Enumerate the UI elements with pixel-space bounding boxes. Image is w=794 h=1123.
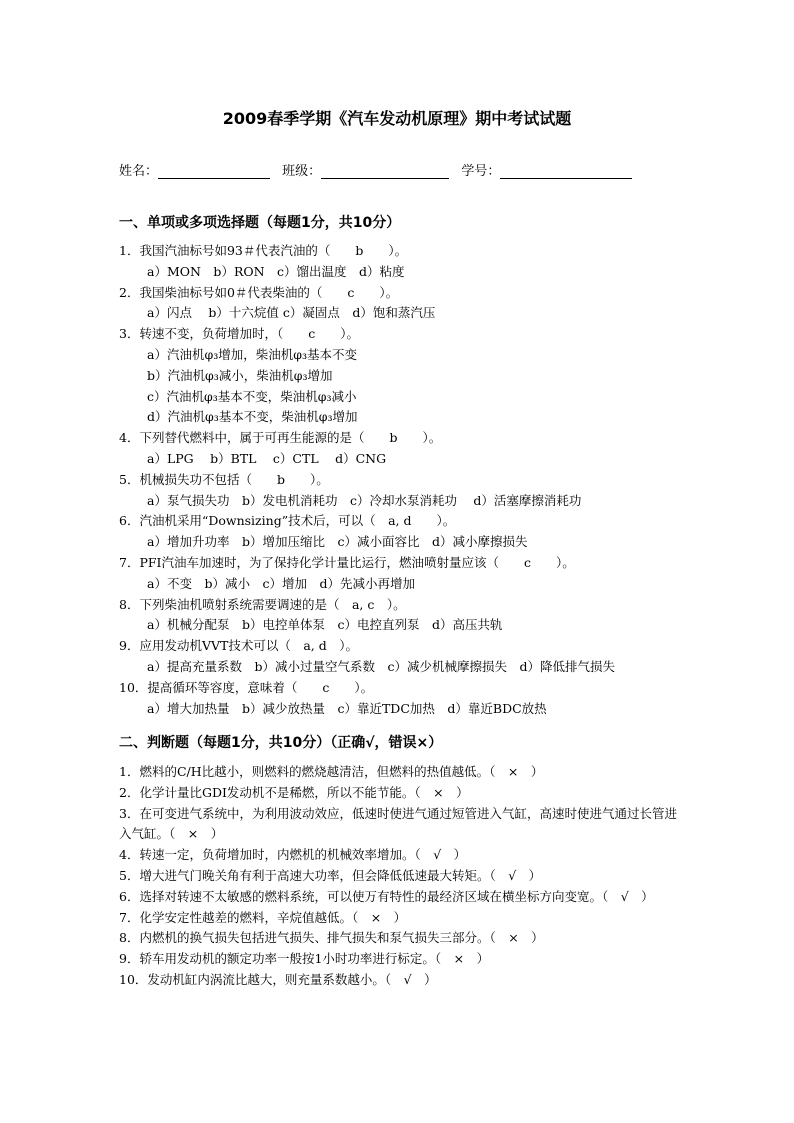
question: 7．PFI汽油车加速时，为了保持化学计量比运行，燃油喷射量应该（ c ）。 (119, 554, 575, 570)
section1-questions (119, 241, 681, 719)
question-option: d）汽油机φ₃基本不变，柴油机φ₃增加 (147, 409, 358, 425)
question-option: b）汽油机φ₃减小，柴油机φ₃增加 (147, 367, 333, 383)
judgment-item: 6．选择对转速不太敏感的燃料系统，可以使万有特性的最经济区域在横坐标方向变宽。（ √ ） (119, 888, 654, 904)
class-blank[interactable] (321, 164, 449, 179)
question-option: c）汽油机φ₃基本不变，柴油机φ₃减小 (147, 388, 357, 404)
question-options: a）LPG b）BTL c）CTL d）CNG (147, 450, 387, 466)
name-blank[interactable] (158, 164, 270, 179)
judgment-item: 8．内燃机的换气损失包括进气损失、排气损失和泵气损失三部分。（ × ） (119, 930, 544, 946)
question-options: a）机械分配泵 b）电控单体泵 c）电控直列泵 d）高压共轨 (147, 617, 503, 633)
question: 10．提高循环等容度，意味着（ c ）。 (119, 679, 374, 695)
question: 9．应用发动机VVT技术可以（ a, d ）。 (119, 638, 358, 654)
question-options: a）闪点 b）十六烷值 c）凝固点 d）饱和蒸汽压 (147, 305, 436, 321)
judgment-item: 4．转速一定，负荷增加时，内燃机的机械效率增加。（ √ ） (119, 847, 467, 863)
judgment-item: 7．化学安定性越差的燃料，辛烷值越低。（ × ） (119, 909, 407, 925)
question-options: a）MON b）RON c）馏出温度 d）粘度 (147, 263, 405, 279)
judgment-item: 5．增大进气门晚关角有利于高速大功率，但会降低低速最大转矩。（ √ ） (119, 867, 542, 883)
question: 4．下列替代燃料中，属于可再生能源的是（ b ）。 (119, 430, 442, 446)
question-options: a）提高充量系数 b）减小过量空气系数 c）减少机械摩擦损失 d）降低排气损失 (147, 658, 615, 674)
exam-title: 2009春季学期《汽车发动机原理》期中考试试题 (222, 109, 572, 128)
judgment-item: 1．燃料的C/H比越小，则燃料的燃烧越清洁，但燃料的热值越低。（ × ） (119, 764, 544, 779)
question: 6．汽油机采用“Downsizing”技术后，可以（ a, d ）。 (119, 513, 456, 529)
section1-heading: 一、单项或多项选择题（每题1分，共10分） (119, 215, 401, 231)
judgment-item: 10．发动机缸内涡流比越大，则充量系数越小。（ √ ） (119, 971, 437, 987)
class-label: 班级： (282, 164, 322, 179)
question: 2．我国柴油标号如0＃代表柴油的（ c ）。 (119, 284, 399, 300)
judgment-item: 9．轿车用发动机的额定功率一般按1小时功率进行标定。（ × ） (119, 951, 490, 967)
judgment-item: 2．化学计量比GDI发动机不是稀燃，所以不能节能。（ × ） (119, 784, 469, 800)
question-option: a）汽油机φ₃增加，柴油机φ₃基本不变 (147, 346, 357, 362)
student-info-line (119, 160, 640, 179)
question-options: a）增加升功率 b）增加压缩比 c）减小面容比 d）减小摩擦损失 (147, 534, 528, 550)
section2-heading: 二、判断题（每题1分，共10分）（正确√，错误×） (119, 735, 443, 751)
question: 8．下列柴油机喷射系统需要调速的是（ a, c ）。 (119, 596, 406, 612)
question-options: a）增大加热量 b）减少放热量 c）靠近TDC加热 d）靠近BDC放热 (147, 700, 547, 716)
question-options: a）泵气损失功 b）发电机消耗功 c）冷却水泵消耗功 d）活塞摩擦消耗功 (147, 492, 582, 508)
student-id-blank[interactable] (500, 164, 632, 179)
judgment-item: 3．在可变进气系统中，为利用波动效应，低速时使进气通过短管进入气缸，高速时使进气通过长管进入气缸。（ × ） (119, 805, 677, 842)
section2-items (119, 762, 681, 991)
student-id-label: 学号： (461, 164, 501, 179)
name-label: 姓名： (119, 164, 159, 179)
question: 1．我国汽油标号如93＃代表汽油的（ b ）。 (119, 243, 408, 258)
question: 3．转速不变，负荷增加时，（ c ）。 (119, 326, 359, 342)
question: 5．机械损失功不包括（ b ）。 (119, 471, 329, 487)
question-options: a）不变 b）减小 c）增加 d）先减小再增加 (147, 575, 415, 591)
